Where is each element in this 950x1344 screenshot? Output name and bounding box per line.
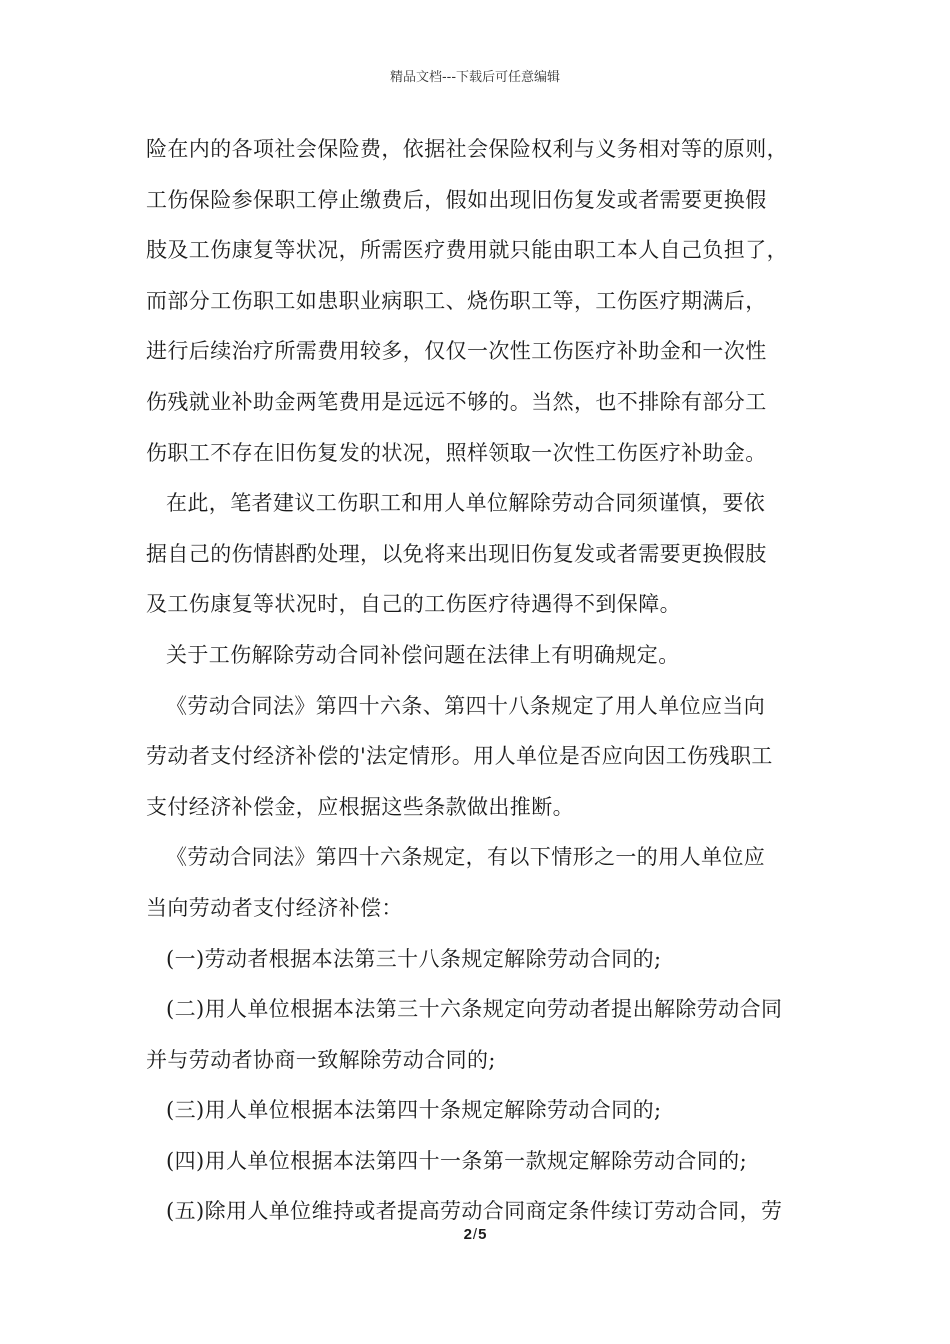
text-line: 据自己的伤情斟酌处理，以免将来出现旧伤复发或者需要更换假肢: [146, 541, 767, 566]
text-line: 《劳动合同法》第四十六条、第四十八条规定了用人单位应当向: [166, 693, 766, 718]
text-line: 险在内的各项社会保险费，依据社会保险权利与义务相对等的原则，: [146, 137, 788, 161]
text-line: 《劳动合同法》第四十六条规定，有以下情形之一的用人单位应: [166, 845, 766, 870]
text-line: 肢及工伤康复等状况，所需医疗费用就只能由职工本人自己负担了，: [146, 238, 788, 263]
text-line: (三)用人单位根据本法第四十条规定解除劳动合同的;: [166, 1098, 662, 1123]
text-line: 工伤保险参保职工停止缴费后，假如出现旧伤复发或者需要更换假: [146, 187, 767, 212]
text-line: 伤职工不存在旧伤复发的状况，照样领取一次性工伤医疗补助金。: [146, 440, 767, 465]
text-line: 伤残就业补助金两笔费用是远远不够的。当然，也不排除有部分工: [146, 389, 767, 414]
text-line: 及工伤康复等状况时，自己的工伤医疗待遇得不到保障。: [146, 592, 681, 617]
text-line: 在此，笔者建议工伤职工和用人单位解除劳动合同须谨慎，要依: [166, 491, 766, 516]
text-line: (一)劳动者根据本法第三十八条规定解除劳动合同的;: [166, 946, 662, 971]
page-separator: /: [472, 1226, 478, 1243]
text-line: 劳动者支付经济补偿的'法定情形。用人单位是否应向因工伤残职工: [146, 744, 773, 769]
page-header: 精品文档---下载后可任意编辑: [389, 70, 561, 85]
page-number: [0, 1226, 950, 1243]
current-page-number: 2: [463, 1226, 472, 1243]
text-line: 当向劳动者支付经济补偿：: [146, 895, 403, 920]
text-line: 关于工伤解除劳动合同补偿问题在法律上有明确规定。: [166, 642, 680, 667]
text-line: (五)除用人单位维持或者提高劳动合同商定条件续订劳动合同，劳: [166, 1199, 783, 1224]
text-line: 支付经济补偿金，应根据这些条款做出推断。: [146, 794, 574, 819]
text-line: 进行后续治疗所需费用较多，仅仅一次性工伤医疗补助金和一次性: [146, 339, 767, 364]
text-line: (四)用人单位根据本法第四十一条第一款规定解除劳动合同的;: [166, 1148, 748, 1173]
text-line: 并与劳动者协商一致解除劳动合同的;: [146, 1047, 496, 1072]
text-line: (二)用人单位根据本法第三十六条规定向劳动者提出解除劳动合同: [166, 997, 783, 1022]
text-line: 而部分工伤职工如患职业病职工、烧伤职工等，工伤医疗期满后，: [146, 288, 767, 313]
document-body: [146, 124, 826, 1237]
total-page-count: 5: [478, 1226, 487, 1243]
